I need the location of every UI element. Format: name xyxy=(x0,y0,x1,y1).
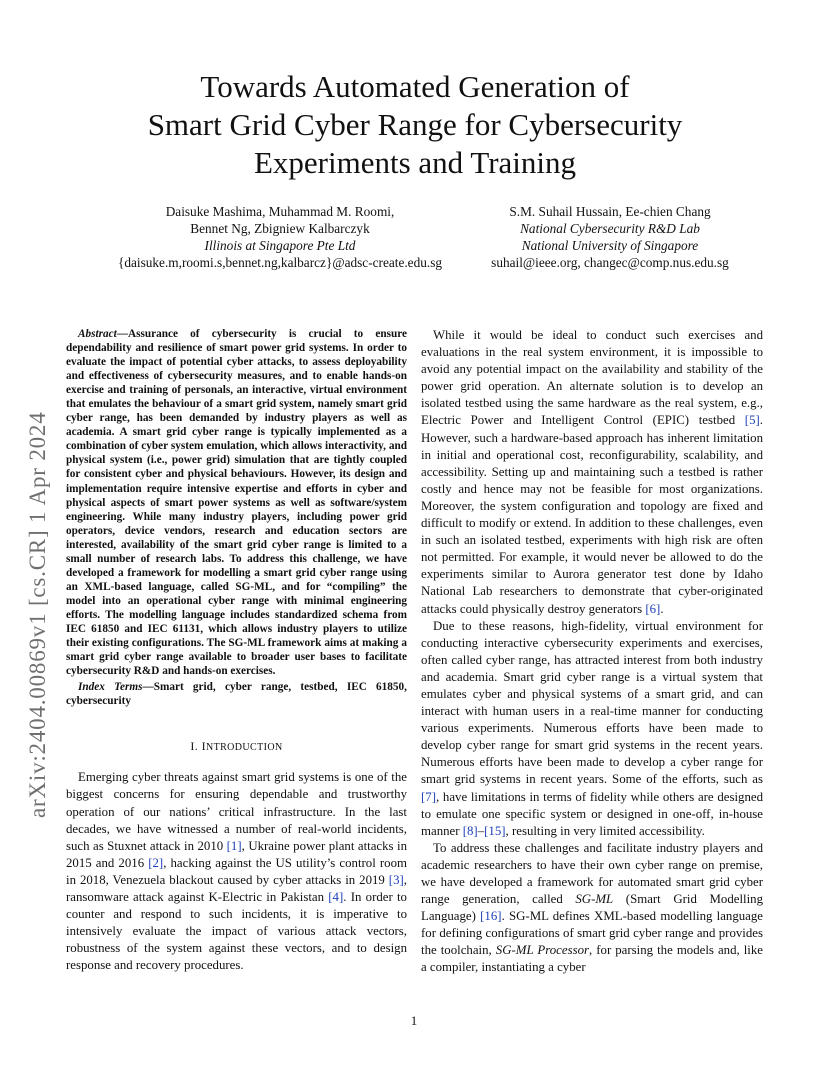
title-line-3: Experiments and Training xyxy=(253,145,577,180)
intro-paragraph-3: Due to these reasons, high-fidelity, virtual environment for conducting interactive cybersecurity experiments and exercises, often called cyber range, has attracted interest from both industry and academia. Smart grid cyber range is a virtual system that emulates cyber and physical systems of a smart grid, and can interact with human users in a real-time manner for conducting various experiments. Numerous efforts have been made to develop cyber range for smart grid systems in the recent years. Numerous efforts have been made to develop a cyber range for smart grid systems in recent years. Some of the efforts, such as [7], have limitations in terms of fidelity while others are designed to emulate one specific system or designed in one-off, in-house manner [8]–[15], resulting in very limited accessibility. xyxy=(421,618,763,838)
section-heading-introduction: I. INTRODUCTION xyxy=(190,739,283,754)
title-line-2: Smart Grid Cyber Range for Cybersecurity xyxy=(147,107,683,142)
arxiv-stamp-svg xyxy=(12,250,58,820)
citation-link[interactable]: [5] xyxy=(744,413,760,428)
author-email-1: {daisuke.m,roomi.s,bennet.ng,kalbarcz}@adsc-create.edu.sg xyxy=(117,255,443,270)
arxiv-stamp-text: arXiv:2404.00869v1 [cs.CR] 1 Apr 2024 xyxy=(25,411,50,818)
paper-title xyxy=(90,68,740,182)
citation-link[interactable]: [16] xyxy=(480,909,502,924)
intro-paragraph-1: Emerging cyber threats against smart grid systems is one of the biggest concerns for ensuring dependable and trustworthy operation of our nations’ critical infrastructure. In the last decades, we have witnessed a number of real-world incidents, such as Stuxnet attack in 2010 [1], Ukraine power plant attacks in 2015 and 2016 [2], hacking against the US utility’s control room in 2018, Venezuela blackout caused by cyber attacks in 2019 [3], ransomware attack against K-Electric in Pakistan [4]. In order to counter and respond to such incidents, it is imperative to intensively evaluate the impact of various attack vectors, robustness of the system against these vectors, and to design response and recovery procedures. xyxy=(66,770,407,973)
citation-link[interactable]: [3] xyxy=(388,872,404,887)
author-email-2: suhail@ieee.org, changec@comp.nus.edu.sg xyxy=(491,255,729,270)
author-names-1b: Bennet Ng, Zbigniew Kalbarczyk xyxy=(190,221,370,236)
author-block-1 xyxy=(95,203,465,271)
title-line-1: Towards Automated Generation of xyxy=(200,69,630,104)
page-number: 1 xyxy=(410,1013,418,1028)
index-terms-label: Index Terms xyxy=(78,681,143,694)
citation-link[interactable]: [7] xyxy=(421,789,436,804)
author-names-2: S.M. Suhail Hussain, Ee-chien Chang xyxy=(509,204,711,219)
intro-paragraph-2: While it would be ideal to conduct such exercises and evaluations in the real system environment, it is impossible to avoid any potential impact on the availability and stability of the power grid operation. An alternate solution is to develop an isolated testbed using the same hardware as the real system, e.g., Electric Power and Intelligent Control (EPIC) testbed [5]. However, such a hardware-based approach has inherent limitation in initial and operational cost, reconfigurability, scalability, and accessibility. Setting up and maintaining such a testbed is rather costly and hence may not be feasible for most organizations. Moreover, the system configuration and topology are fixed and difficult to modify or extend. In addition to these challenges, even in such an isolated testbed, experiments with high risk are often not permitted. For example, it would never be allowed to do the experiments similar to Aurora generator test done by Idaho National Lab researchers to demonstrate that cyber-originated attacks could physically destroy generators [6]. xyxy=(421,328,763,616)
abstract xyxy=(66,327,407,678)
right-column xyxy=(421,327,763,977)
citation-link[interactable]: [1] xyxy=(226,838,242,853)
author-affiliation-2b: National University of Singapore xyxy=(521,238,699,253)
citation-link[interactable]: [2] xyxy=(148,855,164,870)
index-terms-text: —Smart grid, cyber range, testbed, IEC 61850, cybersecurity xyxy=(66,681,407,708)
abstract-text: —Assurance of cybersecurity is crucial to ensure dependability and resilience of smart power grid systems. In order to evaluate the impact of potential cyber attacks, to assess deployability and effectiveness of cybersecurity measures, and to enable hands-on exercise and training of personals, an interactive, virtual environment that emulates the behaviour of a smart grid system, namely smart grid cyber range, has been demanded by industry players as well as academia. A smart grid cyber range is typically implemented as a combination of cyber system emulation, which allows interactivity, and physical system (i.e., power grid) simulation that are tightly coupled for consistent cyber and physical behaviours. However, its design and implementation require intensive expertise and efforts in cyber and physical aspects of smart power systems as well as software/system engineering. While many industry players, including power grid operators, device vendors, research and education sectors are interested, availability of the smart grid cyber range is limited to a small number of research labs. To address this challenge, we have developed a framework for modelling a smart grid cyber range using an XML-based language, called SG-ML, and for “compiling” the model into an operational cyber range with minimal engineering efforts. The modelling language includes standardized schema from IEC 61850 and IEC 61131, which allows industry players to utilize their existing configurations. The SG-ML framework aims at making a smart grid cyber range available to broader user bases to facilitate cybersecurity R&D and hands-on exercises. xyxy=(66,328,407,678)
author-block-2 xyxy=(460,203,760,271)
intro-paragraph-4: To address these challenges and facilitate industry players and academic researchers to have their own cyber range on premise, we have developed a framework for automated smart grid cyber range generation, called SG-ML (Smart Grid Modelling Language) [16]. SG-ML defines XML-based modelling language for defining configurations of smart grid cyber range and provides the toolchain, SG-ML Processor, for parsing the models and, like a compiler, instantiating a cyber xyxy=(421,840,764,975)
author-names-1a: Daisuke Mashima, Muhammad M. Roomi, xyxy=(165,204,395,219)
arxiv-stamp xyxy=(12,250,58,820)
citation-link[interactable]: [4] xyxy=(328,890,344,905)
citation-link[interactable]: [15] xyxy=(484,823,506,838)
citation-link[interactable]: [6] xyxy=(645,601,661,616)
index-terms xyxy=(66,680,407,708)
abstract-label: Abstract xyxy=(78,328,117,340)
left-column xyxy=(66,327,407,974)
author-affiliation-1: Illinois at Singapore Pte Ltd xyxy=(204,238,356,253)
author-affiliation-2a: National Cybersecurity R&D Lab xyxy=(520,221,700,236)
citation-link[interactable]: [8] xyxy=(462,823,478,838)
